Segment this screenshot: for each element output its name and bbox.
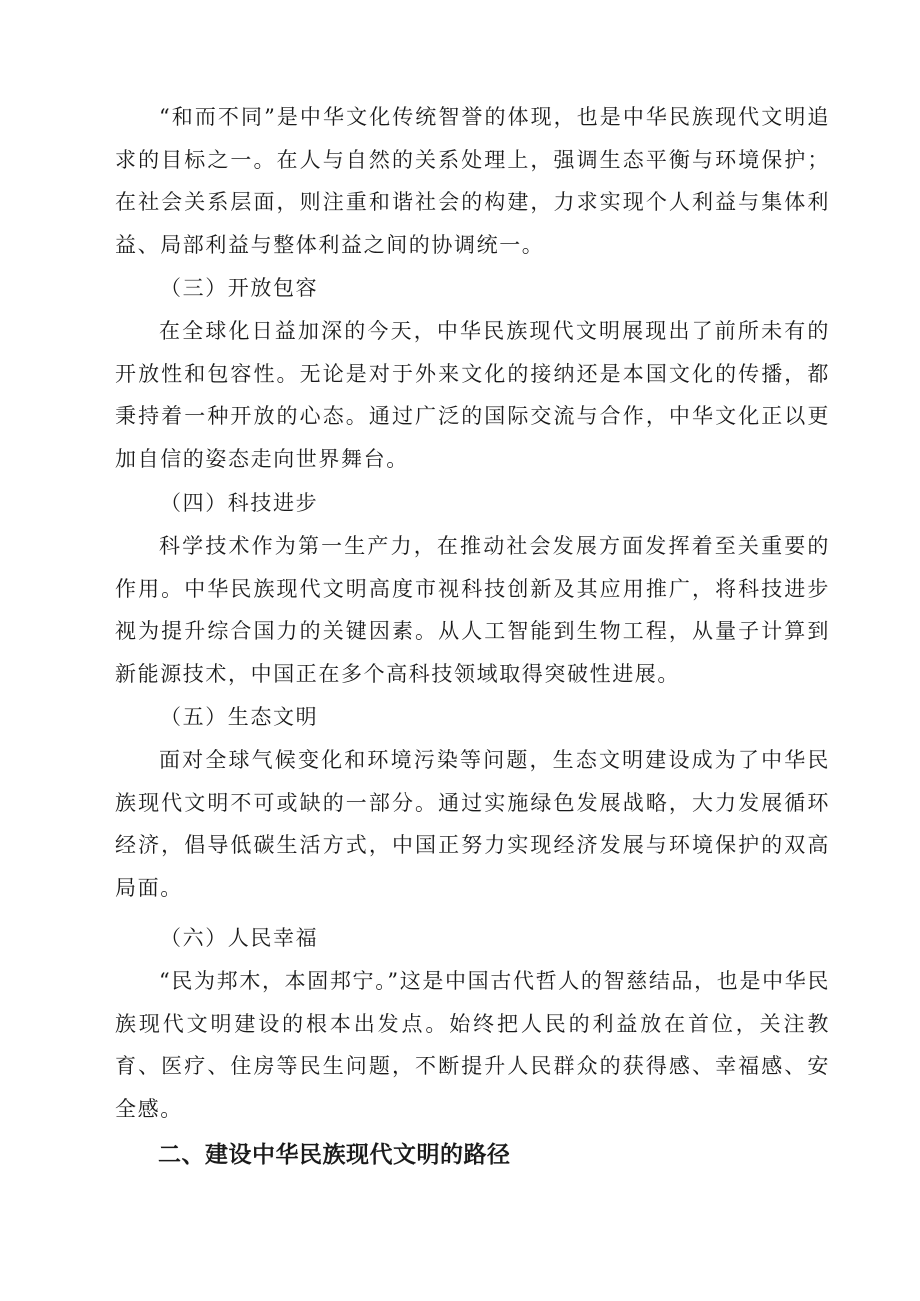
subheading-ecology: （五）生态文明 [160, 705, 319, 729]
subheading-openness: （三）开放包容 [160, 276, 319, 300]
paragraph-happiness: “民为邦木，本固邦宁。”这是中国古代哲人的智慈结品，也是中华民族现代文明建设的根本出发点。始终把人民的利益放在首位，关注教育、医疗、住房等民生问题，不断提升人民群众的获得感、幸福感、安全感。 [115, 969, 830, 1121]
paragraph-harmony: “和而不同”是中华文化传统智誉的体现，也是中华民族现代文明追求的目标之一。在人与自然的关系处理上，强调生态平衡与环境保护；在社会关系层面，则注重和谐社会的构建，力求实现个人利益与集体利益、局部利益与整体利益之间的协调统一。 [115, 105, 830, 257]
paragraph-technology: 科学技术作为第一生产力，在推动社会发展方面发挥着至关重要的作用。中华民族现代文明高度市视科技创新及其应用推广，将科技进步视为提升综合国力的关键因素。从人工智能到生物工程，从量子计算到新能源技术，中国正在多个高科技领域取得突破性进展。 [115, 534, 830, 686]
section-heading-path: 二、建设中华民族现代文明的路径 [158, 1142, 511, 1168]
subheading-happiness: （六）人民幸福 [160, 926, 319, 950]
subheading-technology: （四）科技进步 [160, 491, 319, 515]
paragraph-ecology: 面对全球气候变化和环境污染等问题，生态文明建设成为了中华民族现代文明不可或缺的一部分。通过实施绿色发展战略，大力发展循环经济，倡导低碳生活方式，中国正努力实现经济发展与环境保护的双高局面。 [115, 748, 830, 900]
paragraph-openness: 在全球化日益加深的今天，中华民族现代文明展现出了前所未有的开放性和包容性。无论是对于外来文化的接纳还是本国文化的传播，都秉持着一种开放的心态。通过广泛的国际交流与合作，中华文化正以更加自信的姿态走向世界舞台。 [115, 319, 830, 471]
